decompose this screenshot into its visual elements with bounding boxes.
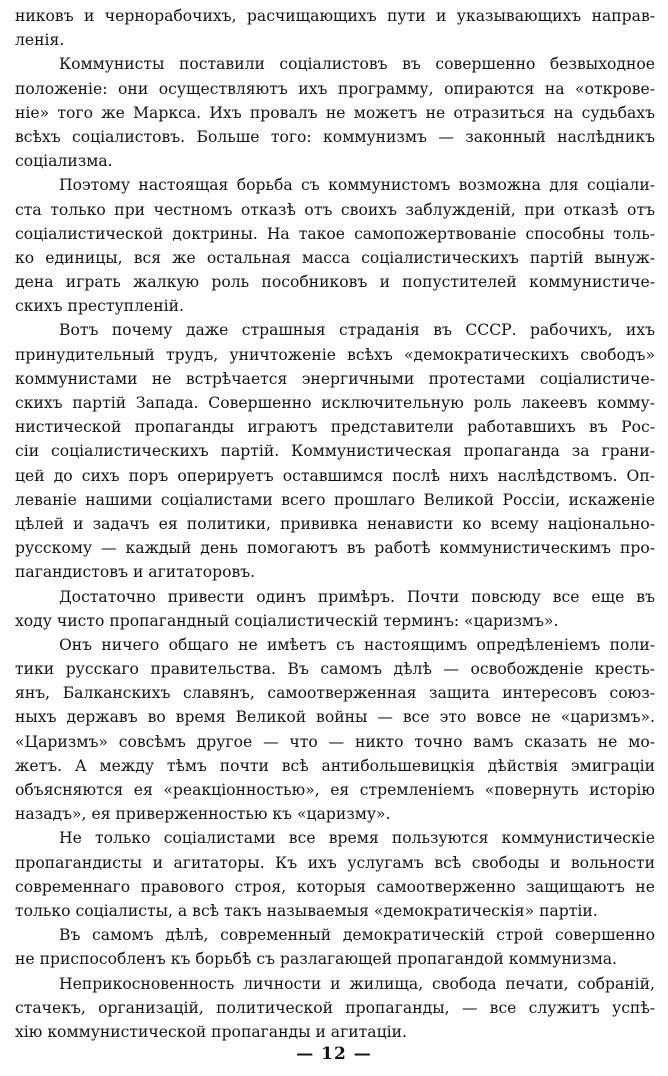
text-line: современнаго правового строя, которыя самоотверженно защищаютъ не: [15, 877, 655, 896]
text-line: ленія.: [15, 31, 65, 50]
text-line: тики русскаго правительства. Въ самомъ дѣлѣ — освобожденіе кресть-: [15, 660, 655, 679]
text-line: коммунистами не встрѣчается энергичными протестами соціалистиче-: [15, 369, 655, 388]
text-line: ходу чисто пропагандный соціалистическій терминъ: «царизмъ».: [15, 611, 559, 630]
text-line: назадъ», ея приверженностью къ «царизму».: [15, 805, 391, 824]
text-line: леваніе нашими соціалистами всего прошлаго Великой Россіи, искаженіе: [15, 490, 655, 509]
text-line: Въ самомъ дѣлѣ, современный демократическій строй совершенно: [59, 926, 655, 945]
text-line: ныхъ державъ во время Великой войны — все это вовсе не «царизмъ».: [15, 708, 655, 727]
text-line: всѣхъ соціалистовъ. Больше того: коммунизмъ — законный наслѣдникъ: [15, 127, 655, 146]
text-line: Вотъ почему даже страшныя страданія въ СССР. рабочихъ, ихъ: [59, 321, 655, 340]
page-number: — 12 —: [296, 1044, 372, 1064]
text-line: соціалистической доктрины. На такое самопожертвованіе способны толь-: [15, 224, 655, 243]
text-line: цей до сихъ поръ оперируетъ оставшимся послѣ нихъ наслѣдствомъ. Оп-: [15, 466, 655, 485]
text-line: ста только при честномъ отказѣ отъ своихъ заблужденій, при отказѣ отъ: [15, 200, 655, 219]
text-line: не приспособленъ къ борьбѣ съ разлагающей пропагандой коммунизма.: [15, 950, 618, 969]
body-text: [15, 4, 655, 1044]
text-line: Коммунисты поставили соціалистовъ въ совершенно безвыходное: [59, 55, 655, 74]
text-line: стачекъ, организацій, политической пропаганды, — все служитъ успѣ-: [15, 998, 655, 1017]
text-line: никовъ и чернорабочихъ, расчищающихъ пути и указывающихъ направ-: [15, 7, 655, 25]
text-line: сіи соціалистическихъ партій. Коммунистическая пропаганда за грани-: [15, 442, 655, 461]
text-line: Не только соціалистами все время пользуются коммунистическіе: [59, 829, 655, 848]
text-line: ніе» того же Маркса. Ихъ провалъ не можетъ не отразиться на судьбахъ: [15, 103, 655, 122]
text-line: объясняются ея «реакціонностью», ея стремленіемъ «повернуть исторію: [15, 781, 655, 799]
text-line: дена играть жалкую роль пособниковъ и попустителей коммунистиче-: [15, 273, 655, 292]
text-line: скихъ преступленій.: [15, 297, 184, 316]
text-line: Достаточно привести одинъ примѣръ. Почти повсюду все еще въ: [59, 587, 655, 606]
text-line: хію коммунистической пропаганды и агитаціи.: [15, 1022, 407, 1041]
text-line: русскому — каждый день помогаютъ въ работѣ коммунистическимъ про-: [15, 539, 655, 558]
text-line: цѣлей и задачъ ея политики, прививка ненависти ко всему національно-: [15, 514, 655, 533]
text-line: жетъ. А между тѣмъ почти всѣ антибольшевицкія дѣйствія эмиграціи: [15, 756, 655, 775]
text-line: соціализма.: [15, 152, 113, 171]
text-line: ко единицы, вся же остальная масса соціалистическихъ партій вынуж-: [15, 248, 655, 267]
text-line: Онъ ничего общаго не имѣетъ съ настоящимъ опредѣленіемъ поли-: [59, 635, 655, 654]
text-line: пропагандисты и агитаторы. Къ ихъ услугамъ всѣ свободы и вольности: [15, 853, 655, 872]
text-line: пагандистовъ и агитаторовъ.: [15, 563, 256, 582]
text-line: «Царизмъ» совсѣмъ другое — что — никто точно вамъ сказать не мо-: [15, 732, 655, 751]
text-line: скихъ партій Запада. Совершенно исключительную роль лакеевъ комму-: [15, 394, 655, 412]
text-line: принудительный трудъ, уничтоженіе всѣхъ «демократическихъ свободъ»: [15, 345, 655, 364]
text-line: Неприкосновенность личности и жилища, свобода печати, собраній,: [59, 974, 655, 993]
text-line: только соціалисты, а всѣ такъ называемыя «демократическія» партіи.: [15, 901, 598, 920]
text-line: янъ, Балканскихъ славянъ, самоотверженная защита интересовъ союз-: [15, 684, 655, 703]
text-line: положеніе: они осуществляютъ ихъ программу, опираются на «открове-: [15, 79, 655, 98]
text-line: Поэтому настоящая борьба съ коммунистомъ возможна для соціали-: [59, 176, 655, 195]
text-line: нистической пропаганды играютъ представители работавшихъ въ Рос-: [15, 418, 655, 437]
